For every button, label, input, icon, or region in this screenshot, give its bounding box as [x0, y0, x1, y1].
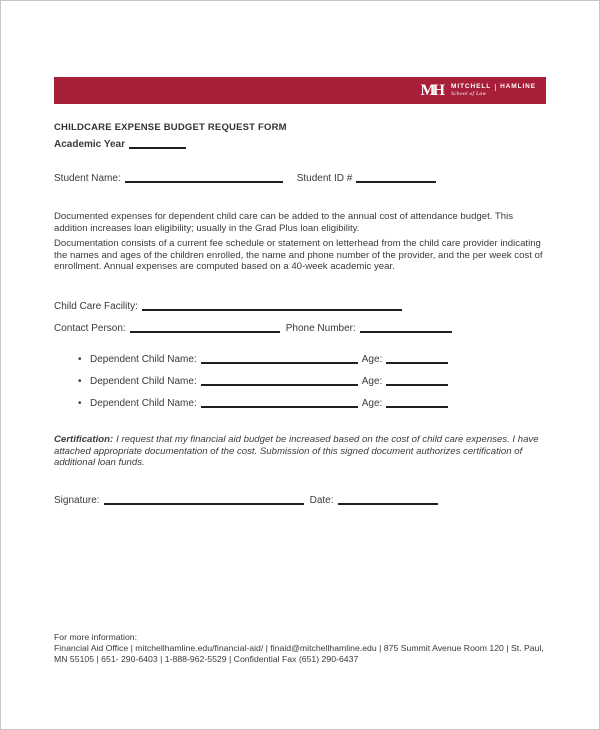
bullet-icon: • [78, 376, 82, 387]
dependent-name-label: Dependent Child Name: [90, 354, 197, 365]
signature-row [54, 495, 548, 506]
dependents-list [54, 354, 548, 420]
intro-paragraph: Documented expenses for dependent child care can be added to the annual cost of attendance budget. This addition increases loan eligibility; usually in the Grad Plus loan eligibility. [54, 211, 514, 234]
student-name-blank[interactable] [125, 175, 283, 183]
student-name-label: Student Name: [54, 173, 121, 184]
logo-tagline: School of Law [451, 91, 487, 97]
dependent-row [54, 354, 548, 376]
dependent-name-blank[interactable] [201, 356, 358, 364]
footer-heading: For more information: [54, 632, 138, 642]
logo-name-left: MITCHELL [451, 82, 492, 90]
phone-blank[interactable] [360, 325, 452, 333]
student-id-label: Student ID # [296, 173, 353, 184]
academic-year-row [54, 139, 548, 150]
academic-year-label: Academic Year [54, 139, 125, 150]
bullet-icon: • [78, 398, 82, 409]
certification-paragraph [54, 434, 548, 469]
footer-contact-info: Financial Aid Office | mitchellhamline.edu/financial-aid/ | finaid@mitchellhamline.edu | 875 Summit Avenue Room 120 | St. Paul, MN 55105 | 651- 290-6403 | 1-888-962-5529 | Confidential Fax (651) 290-6437 [54, 643, 544, 664]
facility-label: Child Care Facility: [54, 301, 138, 312]
dependent-name-label: Dependent Child Name: [90, 376, 197, 387]
student-row [54, 173, 548, 184]
bullet-icon: • [78, 354, 82, 365]
header-banner [54, 77, 546, 104]
logo-wordmark [451, 84, 536, 98]
dependent-name-label: Dependent Child Name: [90, 398, 197, 409]
documentation-paragraph: Documentation consists of a current fee schedule or statement on letterhead from the child care provider indicating the names and ages of the children enrolled, the name and phone number of the provider, and the per week cost of enrollment. Annual expenses are computed based on a 40-week academic year. [54, 238, 543, 272]
contact-person-label: Contact Person: [54, 323, 126, 334]
certification-label: Certification: [54, 434, 114, 445]
age-label: Age: [361, 398, 383, 409]
contact-person-blank[interactable] [130, 325, 280, 333]
signature-blank[interactable] [104, 497, 304, 505]
facility-blank[interactable] [142, 303, 402, 311]
age-blank[interactable] [386, 378, 448, 386]
mh-monogram-icon: MH [420, 81, 443, 99]
signature-label: Signature: [54, 495, 100, 506]
facility-row [54, 301, 548, 312]
academic-year-blank[interactable] [129, 141, 186, 149]
contact-row [54, 323, 548, 334]
form-title: CHILDCARE EXPENSE BUDGET REQUEST FORM [54, 122, 287, 133]
date-label: Date: [309, 495, 334, 506]
mitchell-hamline-logo [420, 83, 536, 99]
age-label: Age: [361, 354, 383, 365]
age-blank[interactable] [386, 356, 448, 364]
dependent-row [54, 398, 548, 420]
dependent-name-blank[interactable] [201, 378, 358, 386]
dependent-row [54, 376, 548, 398]
date-blank[interactable] [338, 497, 438, 505]
phone-label: Phone Number: [285, 323, 356, 334]
certification-text: I request that my financial aid budget be increased based on the cost of child care expenses. I have attached appropriate documentation of the cost. Submission of this signed document authorizes certification of additional loan funds. [54, 434, 539, 468]
footer [54, 632, 548, 665]
logo-divider [495, 84, 496, 91]
age-label: Age: [361, 376, 383, 387]
dependent-name-blank[interactable] [201, 400, 358, 408]
logo-name-right: HAMLINE [500, 82, 536, 90]
student-id-blank[interactable] [356, 175, 436, 183]
age-blank[interactable] [386, 400, 448, 408]
